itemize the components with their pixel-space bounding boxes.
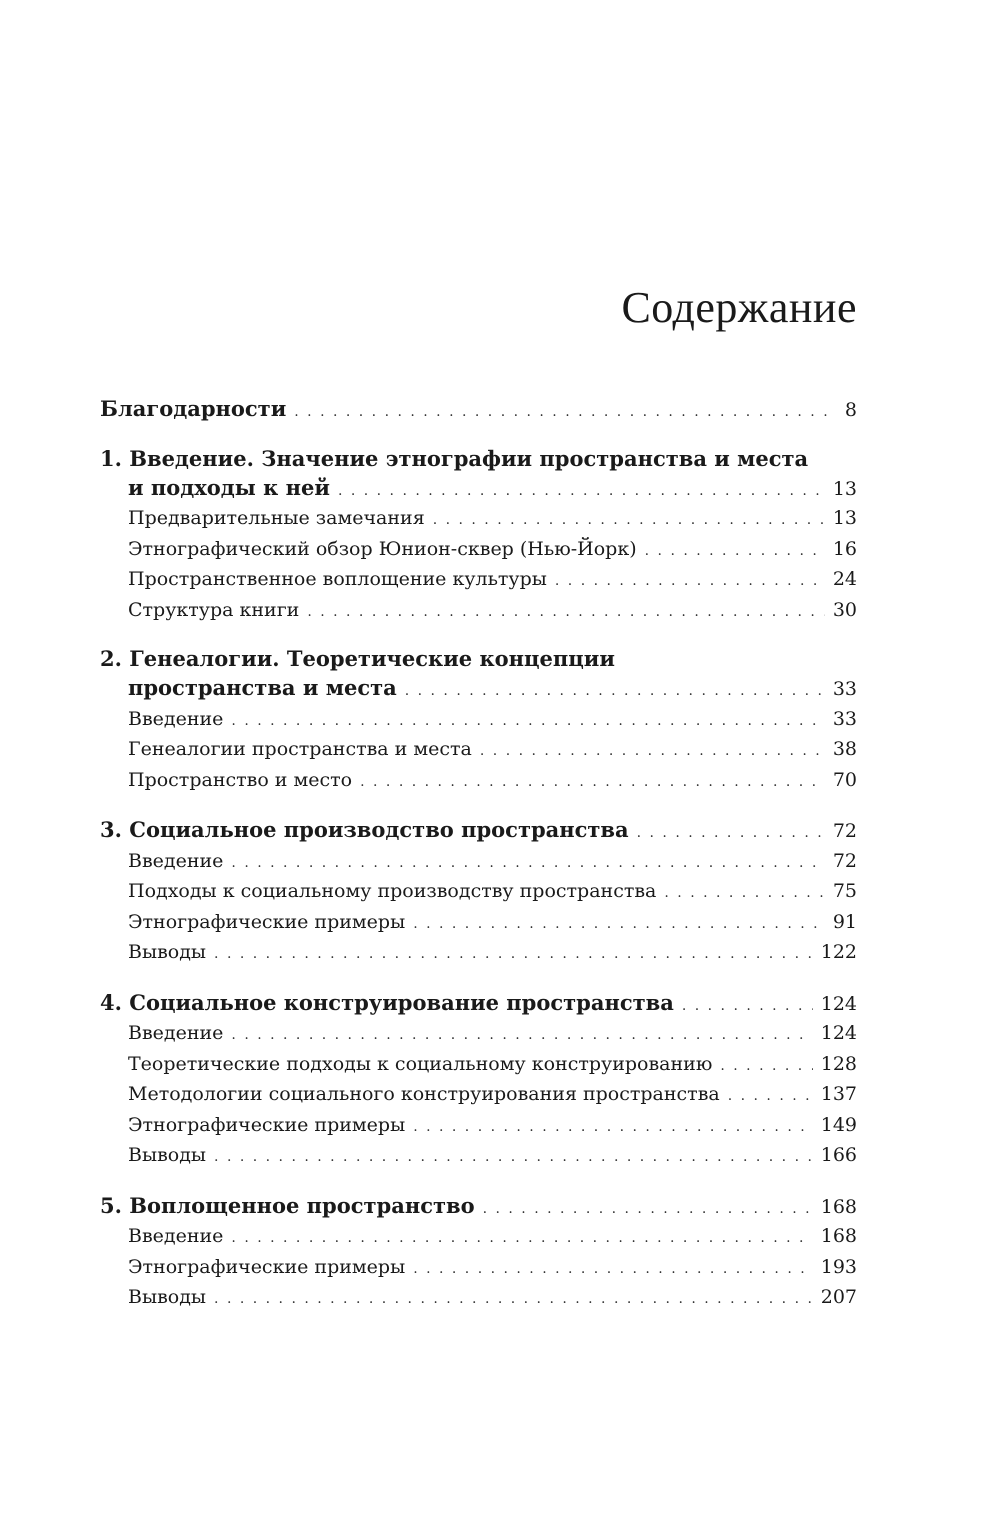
dot-leader [555, 566, 825, 597]
entry-label: Методологии социального конструирования пространства [128, 1083, 720, 1105]
toc-section[interactable] [100, 1282, 857, 1313]
chapter-title-cont[interactable] [100, 673, 857, 704]
dot-leader [231, 1020, 812, 1051]
entry-label: Благодарности [100, 396, 287, 421]
dot-leader [231, 848, 824, 879]
entry-label: Введение [128, 849, 224, 872]
page-number: 137 [820, 1083, 857, 1105]
page-number: 128 [820, 1052, 857, 1075]
entry-label: Выводы [128, 941, 207, 963]
toc-section[interactable] [100, 734, 857, 765]
toc-section[interactable] [100, 1049, 857, 1080]
entry-label: Этнографические примеры [128, 1113, 406, 1136]
toc-section[interactable] [100, 1221, 857, 1252]
page-number: 33 [832, 707, 857, 730]
chapter-title[interactable] [100, 1191, 857, 1222]
page-number: 91 [832, 910, 857, 933]
dot-leader [231, 1223, 812, 1254]
entry-label: пространства и места [128, 675, 397, 700]
chapter-title[interactable]: 1. Введение. Значение этнографии пространства и места [100, 445, 809, 471]
page-number: 168 [820, 1195, 857, 1218]
toc-section[interactable] [100, 503, 857, 534]
entry-label: Выводы [128, 1286, 207, 1308]
dot-leader [307, 597, 825, 628]
toc-section[interactable] [100, 1110, 857, 1141]
table-of-contents [100, 394, 857, 1313]
page-number: 149 [820, 1113, 857, 1136]
toc-section[interactable] [100, 907, 857, 938]
page-number: 72 [832, 849, 857, 872]
dot-leader [413, 1112, 813, 1143]
page-number: 75 [832, 880, 857, 902]
page-number: 24 [832, 568, 857, 590]
dot-leader [360, 767, 825, 798]
entry-label: 3. Социальное производство пространства [100, 817, 629, 842]
entry-label: Теоретические подходы к социальному конструированию [128, 1052, 713, 1075]
dot-leader [338, 476, 825, 507]
dot-leader [664, 878, 824, 909]
toc-entry-acknowledgements[interactable] [100, 394, 857, 425]
entry-label: и подходы к ней [128, 474, 330, 500]
page-number: 122 [820, 941, 857, 963]
toc-section[interactable] [100, 1079, 857, 1110]
toc-section[interactable] [100, 937, 857, 968]
toc-section[interactable] [100, 564, 857, 595]
page-number: 124 [820, 1022, 857, 1044]
page-number: 33 [832, 678, 857, 700]
dot-leader [214, 1142, 813, 1173]
toc-section[interactable] [100, 595, 857, 626]
entry-label: Структура книги [128, 598, 300, 621]
entry-label: Введение [128, 1225, 224, 1247]
entry-label: Введение [128, 707, 224, 730]
dot-leader [645, 536, 825, 567]
toc-section[interactable] [100, 534, 857, 565]
toc-section[interactable] [100, 765, 857, 796]
dot-leader [483, 1194, 813, 1225]
dot-leader [405, 676, 825, 707]
page-number: 8 [844, 399, 857, 421]
toc-section[interactable] [100, 876, 857, 907]
entry-label: Этнографические примеры [128, 1255, 406, 1278]
dot-leader [682, 991, 813, 1022]
entry-label: Выводы [128, 1144, 207, 1166]
dot-leader [413, 1254, 813, 1285]
dot-leader [728, 1081, 813, 1112]
entry-label: Генеалогии пространства и места [128, 738, 472, 760]
chapter-title[interactable] [100, 815, 857, 846]
dot-leader [433, 505, 825, 536]
page-number: 30 [832, 598, 857, 621]
entry-label: Пространство и место [128, 768, 353, 791]
dot-leader [413, 909, 825, 940]
dot-leader [720, 1051, 812, 1082]
dot-leader [214, 939, 813, 970]
page-number: 72 [832, 820, 857, 842]
page-number: 166 [820, 1144, 857, 1166]
entry-label: Предварительные замечания [128, 507, 425, 529]
entry-label: Пространственное воплощение культуры [128, 568, 547, 590]
toc-section[interactable] [100, 1018, 857, 1049]
entry-label: Этнографические примеры [128, 910, 406, 933]
page-number: 193 [820, 1255, 857, 1278]
entry-label: 4. Социальное конструирование пространства [100, 989, 674, 1015]
page-number: 168 [820, 1225, 857, 1247]
toc-section[interactable] [100, 1252, 857, 1283]
page-number: 13 [832, 507, 857, 529]
page-number: 16 [832, 537, 857, 560]
page-number: 207 [820, 1286, 857, 1308]
toc-section[interactable] [100, 1140, 857, 1171]
entry-label: Введение [128, 1022, 224, 1044]
dot-leader [294, 397, 827, 428]
entry-label: 5. Воплощенное пространство [100, 1192, 475, 1218]
page-number: 13 [832, 477, 857, 500]
page-title: Содержание [621, 283, 857, 332]
chapter-title[interactable]: 2. Генеалогии. Теоретические концепции [100, 646, 615, 671]
entry-label: Этнографический обзор Юнион-сквер (Нью-Йорк) [128, 537, 637, 560]
chapter-title-cont[interactable] [100, 473, 857, 504]
dot-leader [637, 818, 825, 849]
page-number: 124 [820, 992, 857, 1015]
dot-leader [231, 706, 824, 737]
page-number: 70 [832, 768, 857, 791]
toc-section[interactable] [100, 846, 857, 877]
toc-section[interactable] [100, 704, 857, 735]
chapter-title[interactable] [100, 988, 857, 1019]
dot-leader [214, 1284, 813, 1315]
page-number: 38 [832, 738, 857, 760]
entry-label: Подходы к социальному производству пространства [128, 880, 657, 902]
dot-leader [480, 736, 825, 767]
